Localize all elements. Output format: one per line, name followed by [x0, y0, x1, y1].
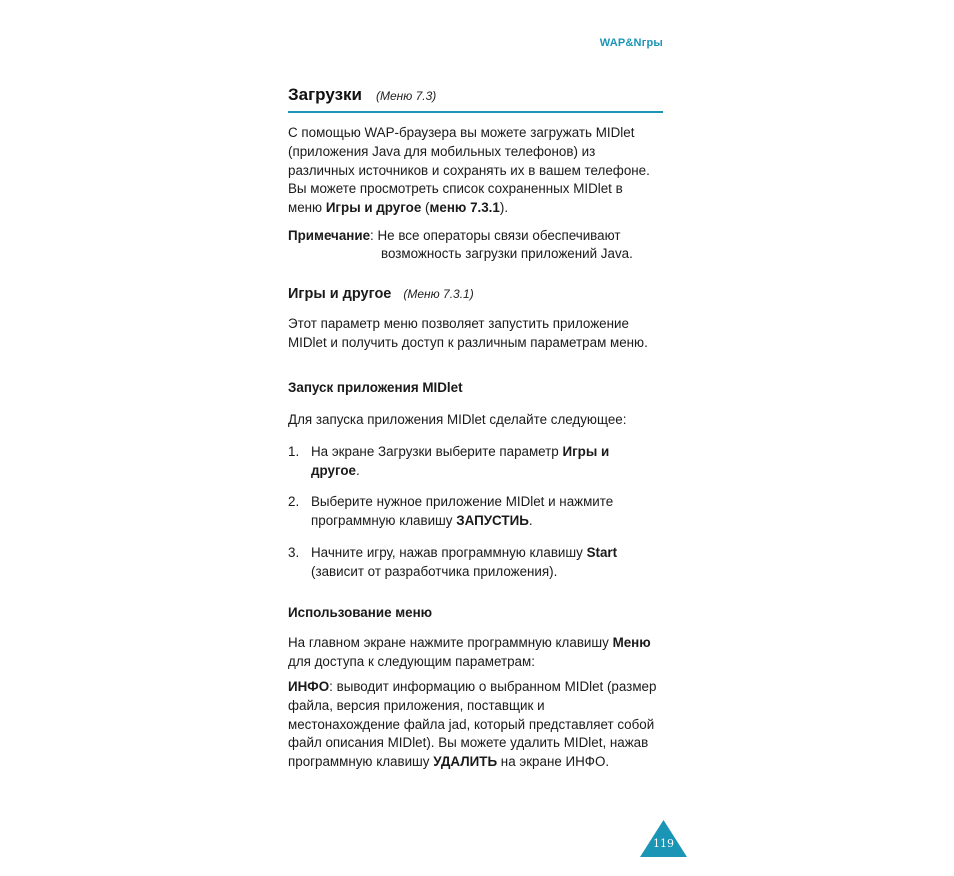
- menu-name: Игры и: [562, 444, 610, 459]
- step-text: На экране Загрузки выберите параметр: [311, 444, 563, 459]
- info-description: [288, 678, 663, 772]
- subsection-text: [288, 315, 663, 353]
- intro-line: Вы можете просмотреть список сохраненных MIDlet в: [288, 181, 623, 197]
- menu-number: меню 7.3.1: [429, 200, 500, 216]
- info-label: ИНФО: [288, 679, 330, 694]
- usage-heading: Использование меню: [288, 605, 433, 620]
- step-3: [311, 544, 663, 582]
- menu-name: Игры и другое: [325, 200, 422, 216]
- step-1: [311, 443, 663, 481]
- step-text: (зависит от разработчика приложения).: [311, 563, 558, 579]
- step-number: 1.: [288, 444, 300, 459]
- note-label: Примечание: [288, 228, 371, 243]
- subsection-title: Игры и другое: [288, 286, 392, 302]
- step-text: программную клавишу: [311, 512, 457, 528]
- section-heading: [288, 85, 663, 113]
- note-continuation: возможность загрузки приложений Java.: [381, 246, 633, 261]
- subsection-line: Этот параметр меню позволяет запустить приложение: [288, 316, 629, 331]
- intro-text: (: [421, 200, 430, 216]
- launch-intro: Для запуска приложения MIDlet сделайте следующее:: [288, 412, 627, 427]
- section-intro: [288, 124, 663, 218]
- step-2: [311, 493, 663, 531]
- intro-line: меню: [288, 200, 326, 216]
- step-number: 3.: [288, 545, 300, 560]
- note-text: : Не все операторы связи обеспечивают: [370, 228, 621, 243]
- step-text: Выберите нужное приложение MIDlet и нажмите: [311, 494, 614, 509]
- info-text: файл описания MIDlet). Вы можете удалить MIDlet, нажав: [288, 735, 649, 751]
- softkey-name: Меню: [612, 635, 651, 650]
- usage-text: для доступа к следующим параметрам:: [288, 653, 535, 669]
- section-title: Загрузки: [288, 85, 362, 104]
- section-menu-ref: (Меню 7.3): [376, 89, 437, 103]
- step-number: 2.: [288, 494, 300, 509]
- launch-heading: Запуск приложения MIDlet: [288, 380, 463, 395]
- intro-line: (приложения Java для мобильных телефонов) из: [288, 143, 596, 159]
- subsection-heading: [288, 286, 474, 302]
- note: [288, 227, 663, 246]
- intro-text: ).: [499, 200, 509, 216]
- intro-line: различных источников и сохранять их в вашем телефоне.: [288, 162, 650, 178]
- step-text: Начните игру, нажав программную клавишу: [311, 545, 587, 560]
- page-number: 119: [653, 837, 674, 850]
- subsection-line: MIDlet и получить доступ к различным параметрам меню.: [288, 334, 648, 350]
- softkey-name: УДАЛИТЬ: [433, 754, 498, 770]
- info-text: местонахождение файла jad, который представляет собой: [288, 716, 655, 732]
- running-header: WAP&Nгры: [599, 37, 663, 49]
- subsection-menu-ref: (Меню 7.3.1): [403, 287, 474, 301]
- intro-line: С помощью WAP-браузера вы можете загружать MIDlet: [288, 125, 635, 140]
- usage-text: На главном экране нажмите программную клавишу: [288, 635, 613, 650]
- info-text: файла, версия приложения, поставщик и: [288, 697, 545, 713]
- softkey-name: Start: [586, 545, 618, 560]
- softkey-name: ЗАПУСТИЬ: [456, 512, 529, 528]
- step-text: .: [355, 462, 360, 478]
- step-text: .: [528, 512, 533, 528]
- menu-name: другое: [311, 462, 356, 478]
- info-text: : выводит информацию о выбранном MIDlet (размер: [329, 679, 657, 694]
- info-text: программную клавишу: [288, 754, 434, 770]
- usage-intro: [288, 634, 663, 672]
- info-text: на экране ИНФО.: [497, 754, 610, 770]
